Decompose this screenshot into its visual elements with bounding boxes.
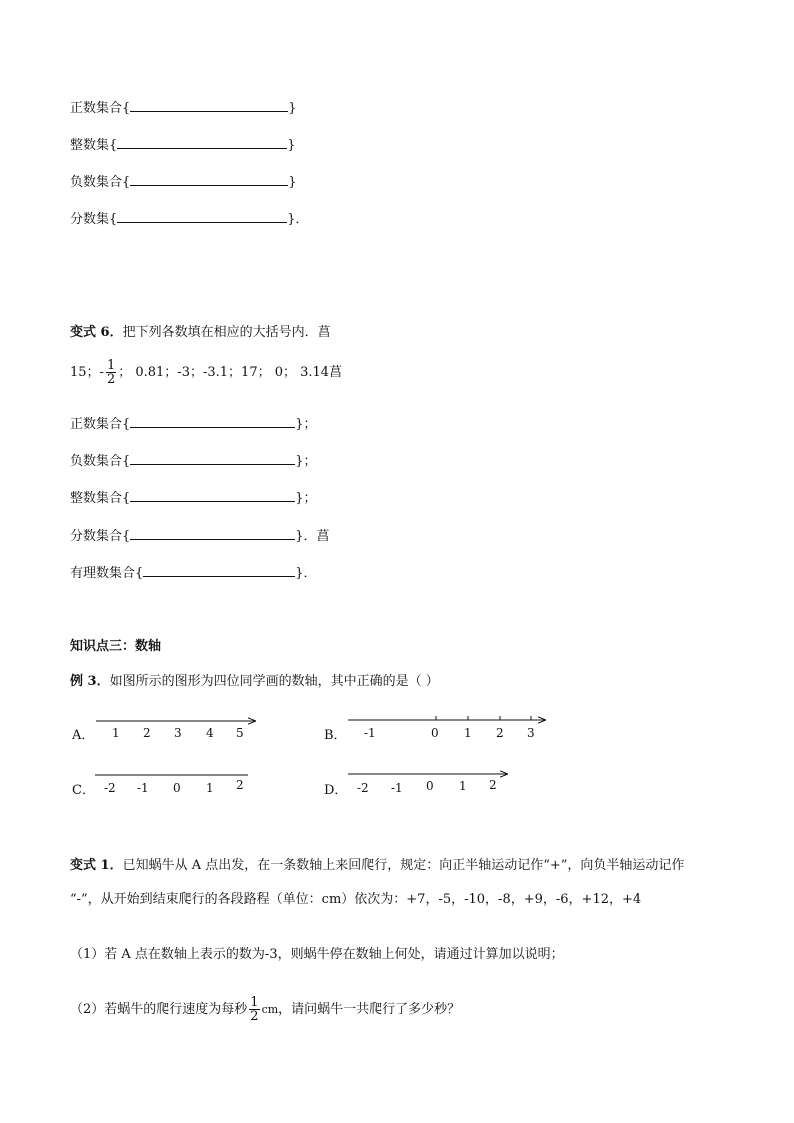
number-line-c bbox=[95, 775, 248, 795]
tick-label: -1 bbox=[364, 726, 376, 740]
tick-label: 2 bbox=[236, 778, 244, 792]
tick-label: -1 bbox=[391, 781, 403, 795]
set-label: 整数集{ bbox=[70, 138, 118, 153]
number-line-b bbox=[348, 716, 546, 740]
option-d-label[interactable]: D． bbox=[324, 783, 348, 798]
set-line-fraction: 分数集合{ }．菖 bbox=[70, 529, 330, 544]
variant6-heading: 变式 6．把下列各数填在相应的大括号内．菖 bbox=[70, 325, 331, 340]
tick-label: 1 bbox=[206, 781, 214, 795]
set-label: 正数集合{ bbox=[70, 101, 131, 116]
fraction-half: $\frac{1}{2}$ bbox=[250, 995, 259, 1024]
tick-label: -2 bbox=[357, 781, 369, 795]
tick-label: 1 bbox=[459, 779, 467, 793]
fraction-half: $\frac{1}{2}$ bbox=[106, 358, 116, 387]
tick-label: 3 bbox=[174, 726, 182, 740]
tick-label: 0 bbox=[431, 726, 439, 740]
example3-question: 例 3．如图所示的图形为四位同学画的数轴，其中正确的是（ ） bbox=[70, 674, 439, 689]
tick-label: 0 bbox=[173, 781, 181, 795]
tick-label: 4 bbox=[206, 726, 214, 740]
set-line-integer: 整数集合{ }； bbox=[70, 491, 317, 506]
number-line-a bbox=[96, 721, 256, 740]
tick-label: 5 bbox=[236, 726, 244, 740]
section-title: 知识点三：数轴 bbox=[70, 639, 162, 654]
number-line-d bbox=[348, 774, 508, 795]
tick-label: 1 bbox=[112, 726, 120, 740]
set-label: 分数集{ bbox=[70, 212, 118, 227]
set-line-positive: 正数集合{ } bbox=[70, 101, 297, 116]
set-label: 负数集合{ bbox=[70, 175, 131, 190]
set-line-integer: 整数集{ } bbox=[70, 138, 296, 153]
variant1-question1: （1）若 A 点在数轴上表示的数为-3，则蜗牛停在数轴上何处，请通过计算加以说明； bbox=[70, 947, 564, 962]
tick-label: -1 bbox=[137, 781, 149, 795]
set-line-negative: 负数集合{ } bbox=[70, 175, 297, 190]
tick-label: 2 bbox=[496, 726, 504, 740]
variant1-line1: 变式 1．已知蜗牛从 A 点出发，在一条数轴上来回爬行，规定：向正半轴运动记作“+”，向负半轴运动记作 bbox=[70, 858, 685, 873]
set-line-negative: 负数集合{ }； bbox=[70, 454, 317, 469]
tick-label: 0 bbox=[426, 779, 434, 793]
set-line-fraction: 分数集{ }． bbox=[70, 212, 309, 227]
option-b-label[interactable]: B． bbox=[324, 728, 347, 743]
tick-label: 3 bbox=[527, 726, 535, 740]
tick-label: -2 bbox=[104, 781, 116, 795]
tick-label: 2 bbox=[143, 726, 151, 740]
set-line-positive: 正数集合{ }； bbox=[70, 417, 317, 432]
set-line-rational: 有理数集合{ }． bbox=[70, 566, 317, 581]
option-c-label[interactable]: C． bbox=[72, 783, 95, 798]
tick-label: 2 bbox=[489, 778, 497, 792]
variant1-question2: （2）若蜗牛的爬行速度为每秒 $\frac{1}{2}$ cm，请问蜗牛一共爬行了多少秒？ bbox=[70, 995, 461, 1024]
variant6-numbers: 15；- $\frac{1}{2}$ ； 0.81；-3；-3.1；17； 0； 3.14菖 bbox=[70, 358, 343, 387]
option-a-label[interactable]: A． bbox=[72, 728, 95, 743]
tick-label: 1 bbox=[464, 726, 472, 740]
variant1-line2: “-”，从开始到结束爬行的各段路程（单位：cm）依次为：+7，-5，-10，-8，+9，-6，+12，+4 bbox=[70, 892, 642, 907]
